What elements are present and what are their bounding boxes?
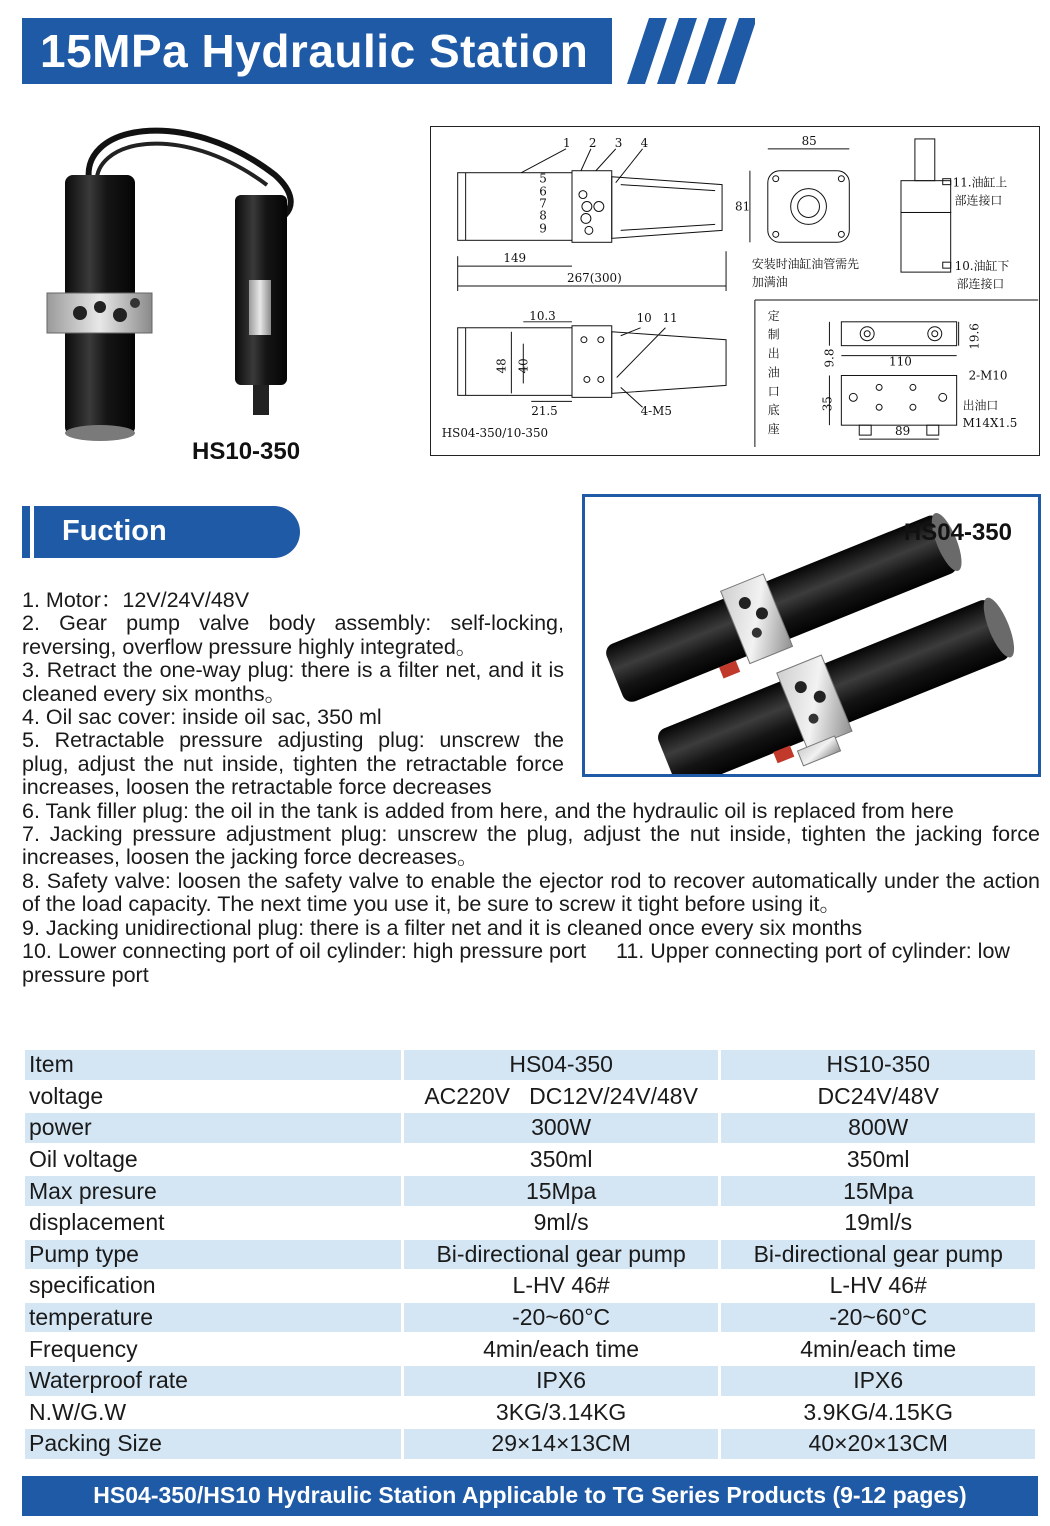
dim-89: 89 [895,424,911,439]
function-list [22,589,1040,987]
table-cell: HS04-350 [404,1050,719,1080]
base-char-5: 口 [767,384,780,399]
table-cell: 350ml [529,1146,593,1173]
function-item-5: 5. Retractable pressure adjusting plug: unscrew the plug, adjust the nut inside, tighten the retractable force increases, loosen the retractable force decreases [22,728,564,800]
label-2: 2 [588,135,597,150]
table-cell: HS10-350 [721,1050,1035,1080]
label-5: 5 [539,171,547,186]
function-item-7: 7. Jacking pressure adjustment plug: unscrew the plug, adjust the nut inside, tighten the jacking force increases, loosen the jacking force decreases。 [22,822,1040,870]
thread-m14: M14X1.5 [962,416,1018,431]
table-cell: 40×20×13CM [721,1429,1035,1459]
function-item-4: 4. Oil sac cover: inside oil sac, 350 ml [22,705,382,730]
table-cell: Item [25,1050,401,1080]
base-char-4: 油 [767,365,780,380]
title-banner [22,18,612,84]
table-cell: Bi-directional gear pump [404,1240,719,1270]
function-item-10: 10. Lower connecting port of oil cylinder: high pressure port 11. Upper connecting port of cylinder: low pressure port [22,939,1016,987]
table-cell: N.W/G.W [29,1398,127,1425]
table-cell: 300W [404,1113,719,1143]
footer-text: HS04-350/HS10 Hydraulic Station Applicable to TG Series Products (9-12 pages) [93,1482,967,1508]
table-row [25,1271,1035,1301]
table-row [25,1303,1035,1333]
port-lower-label-2: 部连接口 [956,277,1005,292]
technical-drawing-svg [431,127,1039,455]
spec-table [22,1048,1038,1461]
table-cell: specification [29,1272,156,1299]
table-cell: Frequency [29,1335,138,1362]
table-cell: IPX6 [404,1366,719,1396]
footer-banner [22,1476,1038,1516]
function-heading-bar [22,506,300,558]
dim-110: 110 [889,354,912,369]
outlet-label: 出油口 [962,398,999,413]
table-cell: Pump type [25,1240,401,1270]
side-profile [901,139,951,272]
table-cell: 800W [721,1113,1035,1143]
table-row [25,1113,1035,1143]
table-cell: 350ml [846,1146,910,1173]
table-cell: Oil voltage [29,1146,138,1173]
dim-21-5: 21.5 [531,404,558,419]
function-item-2: 2. Gear pump valve body assembly: self-locking, reversing, overflow pressure highly integrated。 [22,611,564,659]
table-cell: -20~60°C [404,1303,719,1333]
port-upper-label-2: 部连接口 [954,193,1003,208]
function-heading: Fuction [62,515,167,547]
screw-spec: 4-M5 [640,404,672,419]
base-char-7: 座 [767,422,780,437]
side-view-top [458,149,726,291]
dim-9-8: 9.8 [822,348,837,368]
port-lower-label: 10.油缸下 [954,259,1010,274]
table-cell: voltage [29,1082,104,1109]
table-cell: IPX6 [721,1366,1035,1396]
function-item-1: 1. Motor：12V/24V/48V [22,588,250,612]
table-cell: power [25,1113,401,1143]
label-8: 8 [539,208,547,223]
hs10-product-photo [35,115,325,450]
label-11: 11 [662,310,678,325]
dim-81: 81 [735,199,751,214]
thread-m10: 2-M10 [968,368,1008,383]
hs10-caption: HS10-350 [192,438,301,465]
label-9: 9 [539,221,547,236]
table-cell: 3.9KG/4.15KG [803,1398,954,1425]
label-6: 6 [539,184,547,199]
label-3: 3 [614,135,623,150]
model-reference: HS04-350/10-350 [441,426,549,441]
table-row [25,1240,1035,1270]
table-cell: AC220V DC12V/24V/48V [424,1082,698,1109]
table-row [25,1334,1035,1364]
note-fill-oil: 安装时油缸油管需先 [751,257,860,272]
title-stripes-decoration [605,18,755,84]
table-cell: displacement [29,1209,165,1236]
function-heading-accent [22,506,34,558]
dim-40: 40 [516,358,531,374]
hs04-caption: HS04-350 [903,519,1012,546]
table-cell: temperature [25,1303,401,1333]
table-cell: DC24V/48V [817,1082,939,1109]
table-row [25,1050,1035,1080]
page-title: 15MPa Hydraulic Station [40,25,589,77]
table-cell: 15Mpa [404,1176,719,1206]
end-view [750,149,849,242]
label-1: 1 [563,135,571,150]
dim-10-3: 10.3 [529,308,556,323]
port-upper-label: 11.油缸上 [952,175,1008,190]
table-cell: Max presure [25,1176,401,1206]
table-cell: Packing Size [25,1429,401,1459]
table-cell: L-HV 46# [512,1272,610,1299]
function-item-6: 6. Tank filler plug: the oil in the tank is added from here, and the hydraulic oil is replaced from here [22,798,954,823]
table-cell: 19ml/s [844,1209,913,1236]
label-7: 7 [539,196,547,211]
dim-149: 149 [503,251,527,266]
base-char-3: 出 [767,346,780,361]
technical-drawing [430,126,1040,456]
table-row [25,1429,1035,1459]
table-cell: 3KG/3.14KG [495,1398,627,1425]
function-item-3: 3. Retract the one-way plug: there is a filter net, and it is cleaned every six months。 [22,658,564,706]
dim-19-6: 19.6 [967,323,982,350]
table-row [25,1082,1035,1112]
base-char-2: 制 [767,327,780,342]
base-char-1: 定 [767,308,780,323]
table-cell: 15Mpa [721,1176,1035,1206]
table-row [25,1208,1035,1238]
function-item-9: 9. Jacking unidirectional plug: there is a filter net and it is cleaned once every six months [22,915,863,940]
table-cell: 9ml/s [533,1209,589,1236]
table-row [25,1145,1035,1175]
dim-35: 35 [820,396,835,412]
table-row [25,1366,1035,1396]
table-cell: L-HV 46# [829,1272,927,1299]
base-char-6: 底 [767,403,780,418]
table-cell: Bi-directional gear pump [721,1240,1035,1270]
note-fill-oil-2: 加满油 [751,275,788,290]
label-10: 10 [636,310,652,325]
table-cell: 4min/each time [800,1335,957,1362]
dim-267: 267(300) [567,271,622,286]
table-cell: 29×14×13CM [404,1429,719,1459]
dim-48: 48 [494,358,509,374]
table-row [25,1398,1035,1428]
function-item-8: 8. Safety valve: loosen the safety valve to enable the ejector rod to recover automatically under the action of the load capacity. The next time you use it, be sure to screw it tight before using it。 [22,868,1040,917]
table-cell: Waterproof rate [25,1366,401,1396]
table-cell: 4min/each time [483,1335,640,1362]
label-4: 4 [640,135,649,150]
table-cell: -20~60°C [721,1303,1035,1333]
base-plate [829,322,958,439]
dim-85: 85 [801,133,817,148]
table-row [25,1176,1035,1206]
